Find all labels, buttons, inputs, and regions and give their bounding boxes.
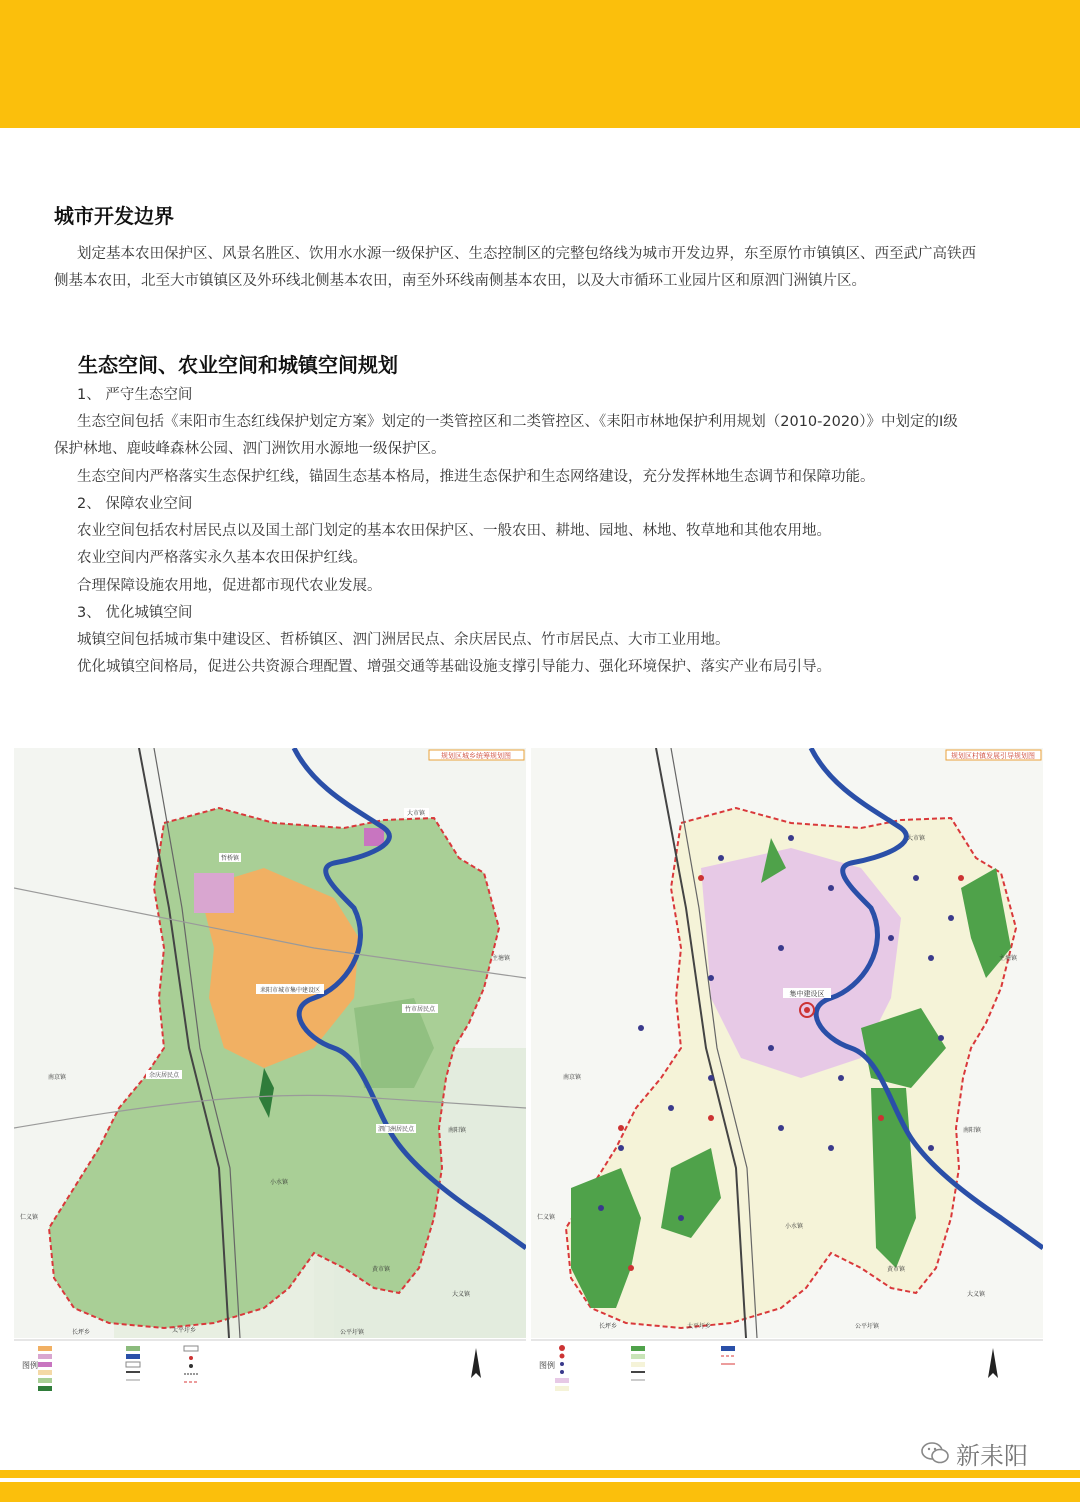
- label-dayi: 大义镇: [452, 1291, 471, 1298]
- label-zhuzhang: 主塘镇: [492, 955, 511, 962]
- subheading-ecology: 1、 严守生态空间: [77, 387, 193, 403]
- label-xiaoshui: 小水镇: [785, 1223, 804, 1230]
- paragraph-boundary-line2: 侧基本农田，北至大市镇镇区及外环线北侧基本农田，南至外环线南侧基本农田，以及大市循环工业园片区和原泗门洲镇片区。: [54, 273, 866, 289]
- legend-label: 图例: [22, 1361, 38, 1370]
- map-right-village-town-plan: [531, 748, 1043, 1406]
- subheading-agriculture: 2、 保障农业空间: [77, 496, 193, 512]
- label-dashi: 大市镇: [406, 810, 426, 817]
- label-simenzhou: 泗门洲居民点: [377, 1126, 415, 1133]
- bottom-yellow-band: [0, 1482, 1080, 1502]
- label-xiaoshui: 小水镇: [270, 1179, 289, 1186]
- paragraph-line: 生态空间内严格落实生态保护红线，锚固生态基本格局，推进生态保护和生态网络建设，充分发挥林地生态调节和保障功能。: [77, 469, 875, 485]
- label-yuqing: 余庆居民点: [148, 1072, 180, 1079]
- label-zhushi: 竹市居民点: [404, 1006, 436, 1013]
- watermark-text: 新耒阳: [956, 1441, 1028, 1470]
- legend-label: 图例: [539, 1361, 555, 1370]
- paragraph-line: 城镇空间包括城市集中建设区、哲桥镇区、泗门洲居民点、余庆居民点、竹市居民点、大市工业用地。: [77, 632, 730, 648]
- legend-swatches: [555, 1345, 735, 1391]
- label-renyi: 仁义镇: [20, 1214, 39, 1221]
- label-dayi: 大义镇: [967, 1291, 986, 1298]
- north-arrow-icon: [988, 1348, 998, 1378]
- label-huangshi: 黄市镇: [887, 1266, 906, 1273]
- label-zheqiao: 哲桥镇: [220, 855, 240, 862]
- label-huangshi: 黄市镇: [372, 1266, 391, 1273]
- section-title-development-boundary: 城市开发边界: [54, 204, 174, 228]
- label-nanyang: 南阳镇: [448, 1127, 467, 1134]
- label-gongpingxu: 公平圩镇: [855, 1323, 880, 1330]
- section-title-space-planning: 生态空间、农业空间和城镇空间规划: [78, 353, 398, 377]
- label-renyi: 仁义镇: [537, 1214, 556, 1221]
- label-changpingxiang: 长坪乡: [72, 1329, 91, 1336]
- label-taipingxiang: 太平圩乡: [687, 1323, 712, 1330]
- map-left-urban-rural-plan: [14, 748, 526, 1406]
- paragraph-line: 保护林地、鹿岐峰森林公园、泗门洲饮用水源地一级保护区。: [54, 441, 446, 457]
- map-title-tag: 规划区城乡统筹规划图: [441, 752, 511, 760]
- paragraph-line: 生态空间包括《耒阳市生态红线保护划定方案》划定的一类管控区和二类管控区、《耒阳市林地保护利用规划（2010-2020）》中划定的Ⅰ级: [77, 414, 958, 430]
- label-zhuzhang: 主塘镇: [999, 955, 1018, 962]
- zheqiao-zone: [194, 873, 234, 913]
- wechat-icon: [920, 1440, 950, 1466]
- label-dashi: 大市镇: [907, 835, 926, 842]
- map-title-tag: 规划区村镇发展引导规划图: [951, 752, 1035, 760]
- paragraph-line: 合理保障设施农用地，促进都市现代农业发展。: [77, 578, 382, 594]
- paragraph-line: 农业空间包括农村居民点以及国土部门划定的基本农田保护区、一般农田、耕地、园地、林地、牧草地和其他农用地。: [77, 523, 831, 539]
- label-center: 集中建设区: [789, 990, 825, 998]
- label-nanjing: 南京镇: [563, 1074, 582, 1081]
- label-center: 耒阳市城市集中建设区: [259, 987, 321, 994]
- label-nanyang: 南阳镇: [963, 1127, 982, 1134]
- watermark: [920, 1436, 1028, 1470]
- bottom-yellow-band-thin: [0, 1470, 1080, 1478]
- paragraph-line: 优化城镇空间格局，促进公共资源合理配置、增强交通等基础设施支撑引导能力、强化环境保护、落实产业布局引导。: [77, 659, 831, 675]
- dashi-industrial-zone: [364, 828, 384, 846]
- legend-swatches: [38, 1346, 198, 1391]
- north-arrow-icon: [471, 1348, 481, 1378]
- label-changpingxiang: 长坪乡: [599, 1323, 618, 1330]
- top-yellow-band: [0, 0, 1080, 128]
- paragraph-line: 农业空间内严格落实永久基本农田保护红线。: [77, 550, 367, 566]
- label-taipingxiang: 太平圩乡: [172, 1327, 197, 1334]
- paragraph-boundary-line1: 划定基本农田保护区、风景名胜区、饮用水水源一级保护区、生态控制区的完整包络线为城市开发边界，东至原竹市镇镇区、西至武广高铁西: [77, 246, 976, 262]
- subheading-urban: 3、 优化城镇空间: [77, 605, 193, 621]
- label-gongpingxu: 公平圩镇: [340, 1329, 365, 1336]
- label-nanjing: 南京镇: [48, 1074, 67, 1081]
